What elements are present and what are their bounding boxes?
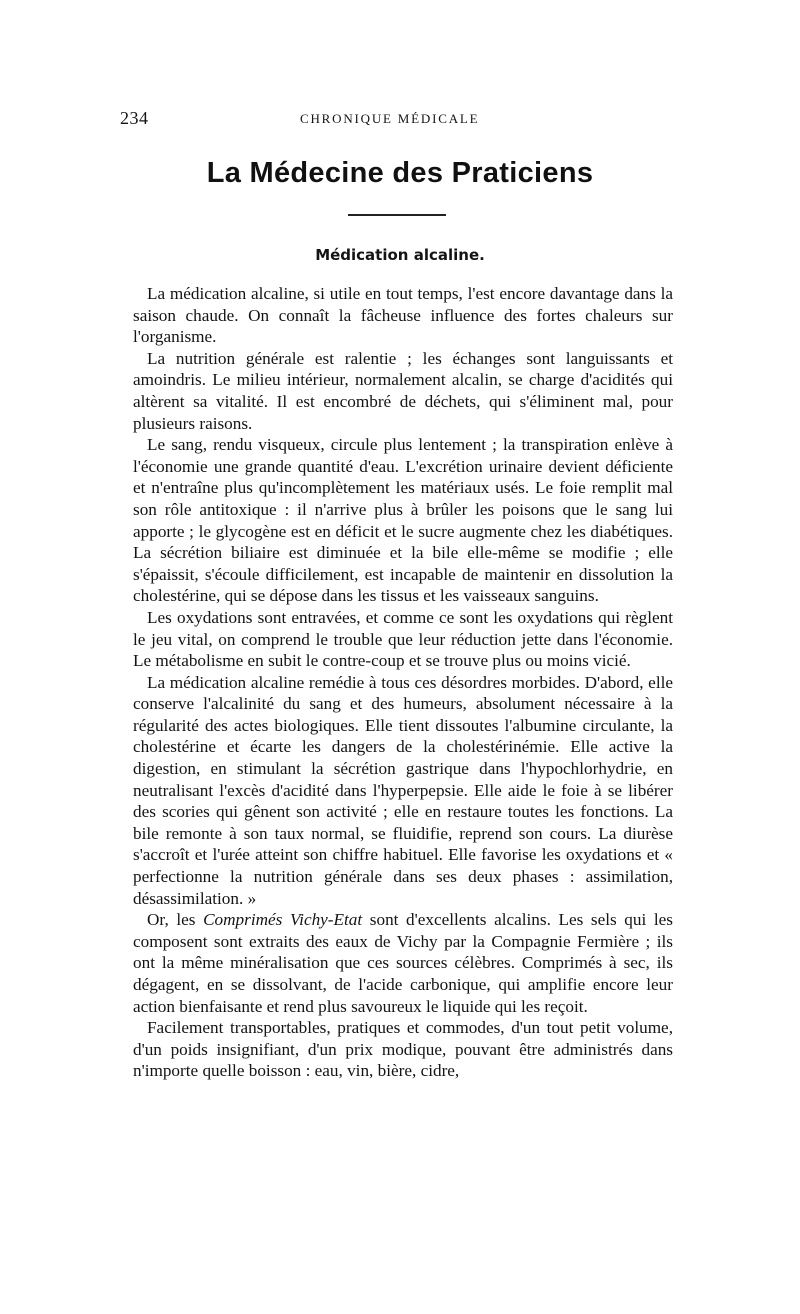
paragraph: Facilement transportables, pratiques et commodes, d'un tout petit volume, d'un poids insignifiant, d'un prix modique, pouvant être administrés dans n'importe quelle boisson : eau, vin, bière, cidre, — [133, 1018, 673, 1081]
paragraph: La nutrition générale est ralentie ; les échanges sont languissants et amoindris. Le milieu intérieur, normalement alcalin, se charge d'acidités qui altèrent sa vitalité. Il est encombré de déchets, qui s'éliminent mal, pour plusieurs raisons. — [133, 348, 673, 433]
paragraph: Or, les Comprimés Vichy-Etat sont d'excellents alcalins. Les sels qui les composent sont extraits des eaux de Vichy par la Compagnie Fermière ; ils ont la même minéralisation que ces sources célèbres. Comprimés à sec, ils dégagent, en se dissolvant, de l'acide carbonique, qui amplifie encore leur action bienfaisante et rend plus savoureux le liquide qui les reçoit. — [133, 910, 673, 1016]
paragraph: La médication alcaline remédie à tous ces désordres morbides. D'abord, elle conserve l'alcalinité du sang et des humeurs, absolument nécessaire à la régularité des actes biologiques. Elle tient dissoutes l'albumine circulante, la cholestérine et écarte les dangers de la cholestérinémie. Elle active la digestion, en stimulant la sécrétion gastrique dans l'hypochlorhydrie, en neutralisant l'excès d'acidité dans l'hyperpepsie. Elle aide le foie à se libérer des scories qui gênent son activité ; elle en restaure toutes les fonctions. La bile remonte à son taux normal, se fluidifie, reprend son cours. La diurèse s'accroît et l'urée atteint son chiffre habituel. Elle favorise les oxydations et « perfectionne la nutrition générale dans ses deux phases : assimilation, désassimilation. » — [133, 672, 673, 908]
paragraph: La médication alcaline, si utile en tout temps, l'est encore davantage dans la saison chaude. On connaît la fâcheuse influence des fortes chaleurs sur l'organisme. — [133, 284, 673, 347]
page-number: 234 — [120, 108, 149, 128]
article-title: La Médecine des Praticiens — [206, 157, 594, 189]
title-divider — [348, 214, 446, 216]
paragraph: Le sang, rendu visqueux, circule plus lentement ; la transpiration enlève à l'économie une grande quantité d'eau. L'excrétion urinaire devient déficiente et n'entraîne plus qu'incomplètement les matériaux usés. Le foie remplit mal son rôle antitoxique : il n'arrive plus à brûler les poisons que le sang lui apporte ; le glycogène est en déficit et le sucre augmente chez les diabétiques. La sécrétion biliaire est diminuée et la bile elle-même se modifie ; elle s'épaissit, s'écoule difficilement, est incapable de maintenir en dissolution la cholestérine, qui se dépose dans les tissus et les vaisseaux sanguins. — [133, 435, 673, 606]
product-name: Comprimés Vichy-Etat — [203, 910, 363, 930]
paragraph: Les oxydations sont entravées, et comme ce sont les oxydations qui règlent le jeu vital, on comprend le trouble que leur réduction jette dans l'économie. Le métabolisme en subit le contre-coup et se trouve plus ou moins vicié. — [133, 607, 673, 671]
article-subtitle: Médication alcaline. — [315, 246, 485, 264]
running-head: CHRONIQUE MÉDICALE — [300, 111, 480, 126]
article-body — [133, 283, 673, 1082]
